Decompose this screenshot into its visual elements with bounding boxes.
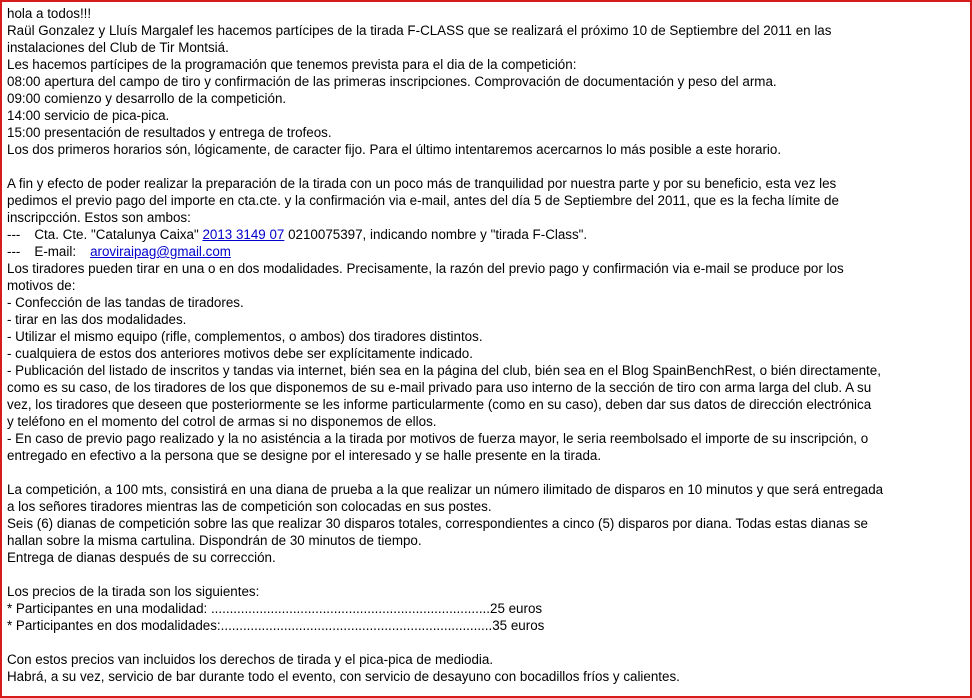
text-line: La competición, a 100 mts, consistirá en una diana de prueba a la que realizar un número ilimitado de disparos en 10 minutos y que será entregada <box>7 482 884 497</box>
bank-suffix: 0210075397, indicando nombre y "tirada F-Class". <box>284 227 588 242</box>
text-line: Seis (6) dianas de competición sobre las que realizar 30 disparos totales, correspondientes a cinco (5) disparos por diana. Todas estas dianas se <box>7 516 868 531</box>
text-line: Les hacemos partícipes de la programación que tenemos prevista para el dia de la competición: <box>7 57 577 72</box>
text-line: Los tiradores pueden tirar en una o en dos modalidades. Precisamente, la razón del previo pago y confirmación via e-mail se produce por los <box>7 261 844 276</box>
price-one-modality: * Participantes en una modalidad: ...........................................................................25 euros <box>7 601 543 616</box>
greeting: hola a todos!!! <box>7 6 92 21</box>
schedule-item: 09:00 comienzo y desarrollo de la competición. <box>7 91 287 106</box>
text-line: Con estos precios van incluidos los derechos de tirada y el pica-pica de mediodia. <box>7 652 494 667</box>
spacer <box>7 566 883 583</box>
schedule-item: 14:00 servicio de pica-pica. <box>7 108 170 123</box>
reason-item: - Publicación del listado de inscritos y tandas via internet, bién sea en la página del club, bién sea en el Blog SpainBenchRest, o bién directamente, <box>7 363 881 378</box>
email-label: E-mail: <box>34 244 77 259</box>
competition-section <box>7 481 883 566</box>
schedule-item: 15:00 presentación de resultados y entrega de trofeos. <box>7 125 332 140</box>
text-line: y teléfono en el momento del cotrol de armas si no disponemos de ellos. <box>7 414 437 429</box>
schedule-item: 08:00 apertura del campo de tiro y confirmación de las primeras inscripciones. Comprovación de documentación y peso del arma. <box>7 74 777 89</box>
text-line: Los dos primeros horarios són, lógicamente, de caracter fijo. Para el último intentaremos acercarnos lo más posible a este horario. <box>7 142 782 157</box>
text-line: a los señores tiradores mientras las de competición son colocadas en sus postes. <box>7 499 492 514</box>
text-line: Entrega de dianas después de su corrección. <box>7 550 276 565</box>
bank-account-link[interactable]: 2013 3149 07 <box>202 227 285 242</box>
payment-section <box>7 175 883 464</box>
text-line: Raül Gonzalez y Lluís Margalef les hacemos partícipes de la tirada F-CLASS que se realizará el próximo 10 de Septiembre del 2011 en las <box>7 23 832 38</box>
email-line <box>7 243 883 260</box>
text-line: instalaciones del Club de Tir Montsiá. <box>7 40 229 55</box>
text-line: como es su caso, de los tiradores de los que disponemos de su e-mail privado para uso interno de la sección de tiro con arma larga del club. A su <box>7 380 872 395</box>
spacer <box>7 158 883 175</box>
reason-item: - En caso de previo pago realizado y la no asisténcia a la tirada por motivos de fuerza mayor, le seria reembolsado el importe de su inscripción, o <box>7 431 869 446</box>
text-line: pedimos el previo pago del importe en cta.cte. y la confirmación via e-mail, antes del día 5 de Septiembre del 2011, que es la fecha límite de <box>7 193 839 208</box>
text-line: vez, los tiradores que deseen que posteriormente se les informe particularmente (como en su caso), deben dar sus datos de dirección electrónica <box>7 397 872 412</box>
text-line: Habrá, a su vez, servicio de bar durante todo el evento, con servicio de desayuno con bocadillos fríos y calientes. <box>7 669 680 684</box>
bank-label: Cta. Cte. "Catalunya Caixa" <box>34 227 203 242</box>
email-link[interactable]: aroviraipag@gmail.com <box>90 244 231 259</box>
intro-section <box>7 5 883 158</box>
spacer <box>7 634 883 651</box>
reason-item: - Utilizar el mismo equipo (rifle, complementos, o ambos) dos tiradores distintos. <box>7 329 483 344</box>
message-body <box>7 5 883 685</box>
reason-item: - tirar en las dos modalidades. <box>7 312 187 327</box>
prices-section <box>7 583 883 634</box>
reason-item: - cualquiera de estos dos anteriores motivos debe ser explícitamente indicado. <box>7 346 473 361</box>
closing-section <box>7 651 883 685</box>
text-line: inscripcción. Estos son ambos: <box>7 210 191 225</box>
price-two-modalities: * Participantes en dos modalidades:.........................................................................35 euros <box>7 618 545 633</box>
bank-account-line <box>7 226 883 243</box>
reason-item: - Confección de las tandas de tiradores. <box>7 295 244 310</box>
text-line: A fin y efecto de poder realizar la preparación de la tirada con un poco más de tranquilidad por nuestra parte y por su beneficio, esta vez les <box>7 176 837 191</box>
prices-heading: Los precios de la tirada son los siguientes: <box>7 584 260 599</box>
text-line: hallan sobre la misma cartulina. Dispondrán de 30 minutos de tiempo. <box>7 533 422 548</box>
spacer <box>7 464 883 481</box>
dash-prefix: --- <box>7 227 21 242</box>
dash-prefix: --- <box>7 244 21 259</box>
text-line: motivos de: <box>7 278 76 293</box>
text-line: entregado en efectivo a la persona que se designe por el interesado y se halle presente en la tirada. <box>7 448 602 463</box>
